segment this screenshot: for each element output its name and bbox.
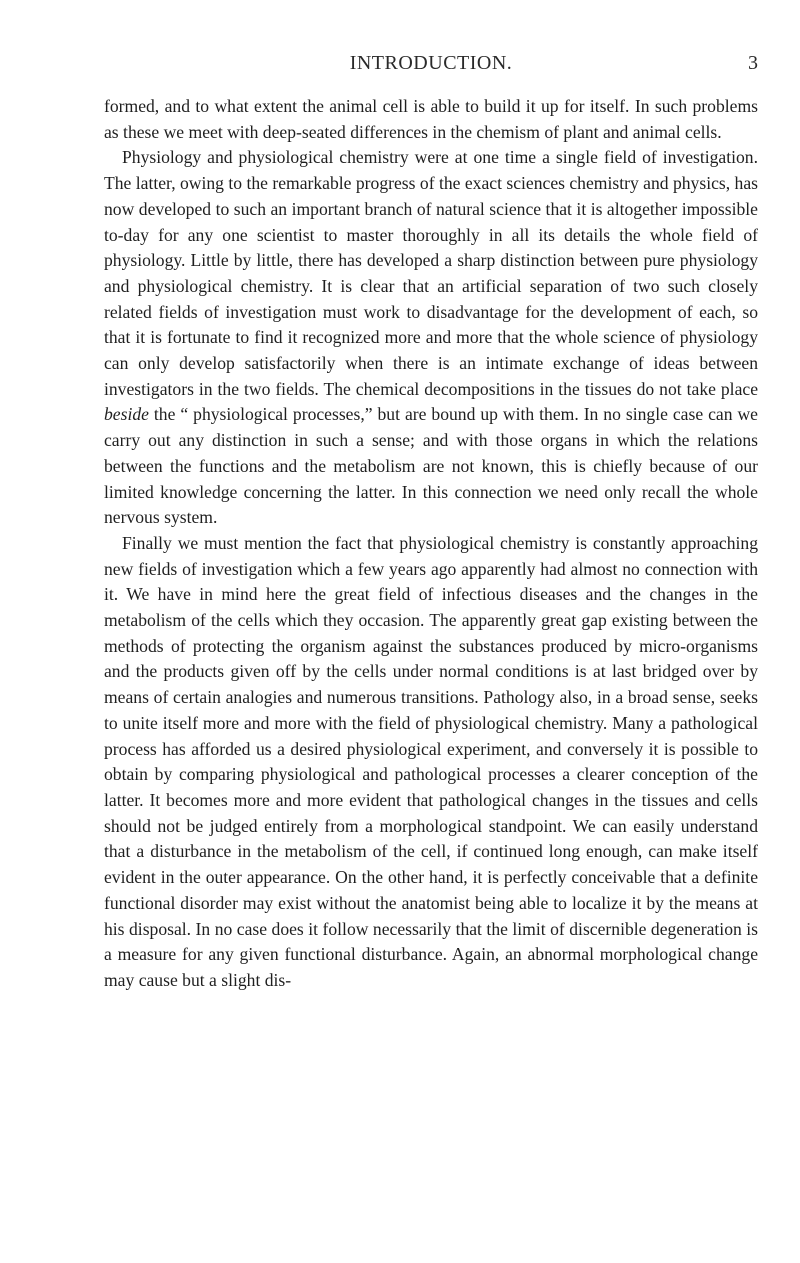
running-head — [104, 48, 758, 78]
paragraph-text-before-emphasis: Physiology and physiological chemistry were at one time a single field of investigation. The latter, owing to the remarkable progress of the exact sciences chemistry and physics, has now developed to such an important branch of natural science that it is altogether impossible to-day for any one scientist to master thoroughly in all its details the whole field of physiology. Little by little, there has developed a sharp distinction between pure physiology and physiological chemistry. It is clear that an artificial separation of two such closely related fields of investigation must work to disadvantage for the development of each, so that it is fortunate to find it recognized more and more that the whole science of physiology can only develop satisfactorily when there is an intimate exchange of ideas between investigators in the two fields. The chemical decompositions in the tissues do not take place — [104, 147, 758, 399]
body-text — [104, 94, 758, 994]
emphasized-word: beside — [104, 404, 149, 425]
paragraph-pathology: Finally we must mention the fact that physiological chemistry is constantly approaching new fields of investigation which a few years ago apparently had almost no connection with it. We have in mind here the great field of infectious diseases and the changes in the metabolism of the cells which they occasion. The apparently great gap existing between the methods of protecting the organism against the substances produced by micro-organisms and the products given off by the cells under normal conditions is at last bridged over by means of certain analogies and numerous transitions. Pathology also, in a broad sense, seeks to unite itself more and more with the field of physiological chemistry. Many a pathological process has afforded us a desired physiological experiment, and conversely it is possible to obtain by comparing physiological and pathological processes a clearer conception of the latter. It becomes more and more evident that pathological changes in the tissues and cells should not be judged entirely from a morphological standpoint. We can easily understand that a disturbance in the metabolism of the cell, if continued long enough, can make itself evident in the outer appearance. On the other hand, it is perfectly conceivable that a definite functional disorder may exist without the anatomist being able to localize it by the means at his disposal. In no case does it follow necessarily that the limit of discernible degeneration is a measure for any given functional disturbance. Again, an abnormal morphological change may cause but a slight dis- — [104, 532, 758, 990]
paragraph-text-after-emphasis: the “ physiological processes,” but are bound up with them. In no single case can we carry out any distinction in such a sense; and with those organs in which the relations between the functions and the metabolism are not known, this is chiefly because of our limited knowledge concerning the latter. In this connection we need only recall the whole nervous system. — [104, 404, 758, 528]
paragraph-physiology — [104, 145, 758, 531]
chapter-title: INTRODUCTION. — [349, 52, 513, 74]
page-number: 3 — [748, 52, 758, 74]
paragraph-continued: formed, and to what extent the animal cell is able to build it up for itself. In such problems as these we meet with deep-seated differences in the chemism of plant and animal cells. — [104, 96, 758, 142]
